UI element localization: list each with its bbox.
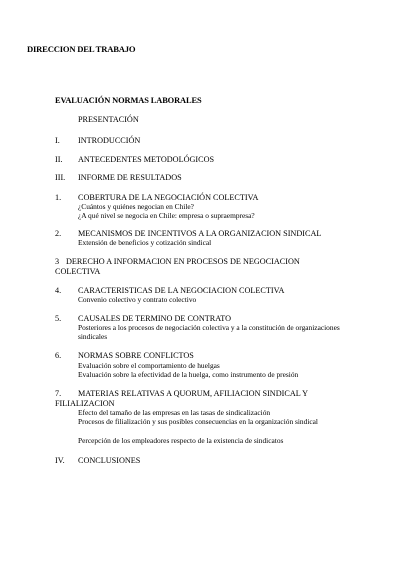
toc-item-6-sub-2: Evaluación sobre la efectividad de la huelga, como instrumento de presión [78,370,299,379]
organization-name: DIRECCION DEL TRABAJO [27,44,136,54]
document-page: DIRECCION DEL TRABAJO EVALUACIÓN NORMAS LABORALES PRESENTACIÓN I. INTRODUCCIÓN II. ANTECEDENTES METODOLÓGICOS III. INFORME DE RESULTADOS 1. COBERTURA DE LA NEGOCIACIÓN COLECTIVA ¿Cuántos y quiénes negocian en Chile? ¿A qué nivel se negocia en Chile: empresa o supraempresa? 2. MECANISMOS DE INCENTIVOS A LA ORGANIZACION SINDICAL Extensión de beneficios y cotización sindical 3 DERECHO A INFORMACION EN PROCESOS DE NEGOCIACION COLECTIVA 4. CARACTERISTICAS DE LA NEGOCIACION COLECTIVA Convenio colectivo y contrato colectivo 5. CAUSALES DE TERMINO DE CONTRATO Posteriores a los procesos de negociación colectiva y a la constitución de organizaciones sindicales 6. NORMAS SOBRE CONFLICTOS Evaluación sobre el comportamiento de huelgas Evaluación sobre la efectividad de la huelga, como instrumento de presión 7. MATERIAS RELATIVAS A QUORUM, AFILIACION SINDICAL Y FILIALIZACION Efecto del tamaño de las empresas en las tasas de sindicalización Procesos de filialización y sus posibles consecuencias en la organización sindical Percepción de los empleadores respecto de la existencia de sindicatos IV. CONCLUSIONES [0,0,400,576]
document-title: EVALUACIÓN NORMAS LABORALES [55,96,202,105]
toc-item-7-sub-3: Percepción de los empleadores respecto de la existencia de sindicatos [78,436,284,445]
toc-item-6-sub-1: Evaluación sobre el comportamiento de huelgas [78,361,220,370]
toc-item-1-sub-2: ¿A qué nivel se negocia en Chile: empresa o supraempresa? [78,211,255,220]
toc-item-1-sub-1: ¿Cuántos y quiénes negocian en Chile? [78,202,194,211]
toc-item-7-sub-1: Efecto del tamaño de las empresas en las tasas de sindicalización [78,408,271,417]
toc-item-2-sub-1: Extensión de beneficios y cotización sindical [78,238,212,247]
toc-item-7-sub-2: Procesos de filialización y sus posibles consecuencias en la organización sindical [78,417,318,426]
toc-item-4-sub-1: Convenio colectivo y contrato colectivo [78,295,197,304]
toc-item-5-sub-1: Posteriores a los procesos de negociación colectiva y a la constitución de organizaciones sindicales [78,323,340,342]
